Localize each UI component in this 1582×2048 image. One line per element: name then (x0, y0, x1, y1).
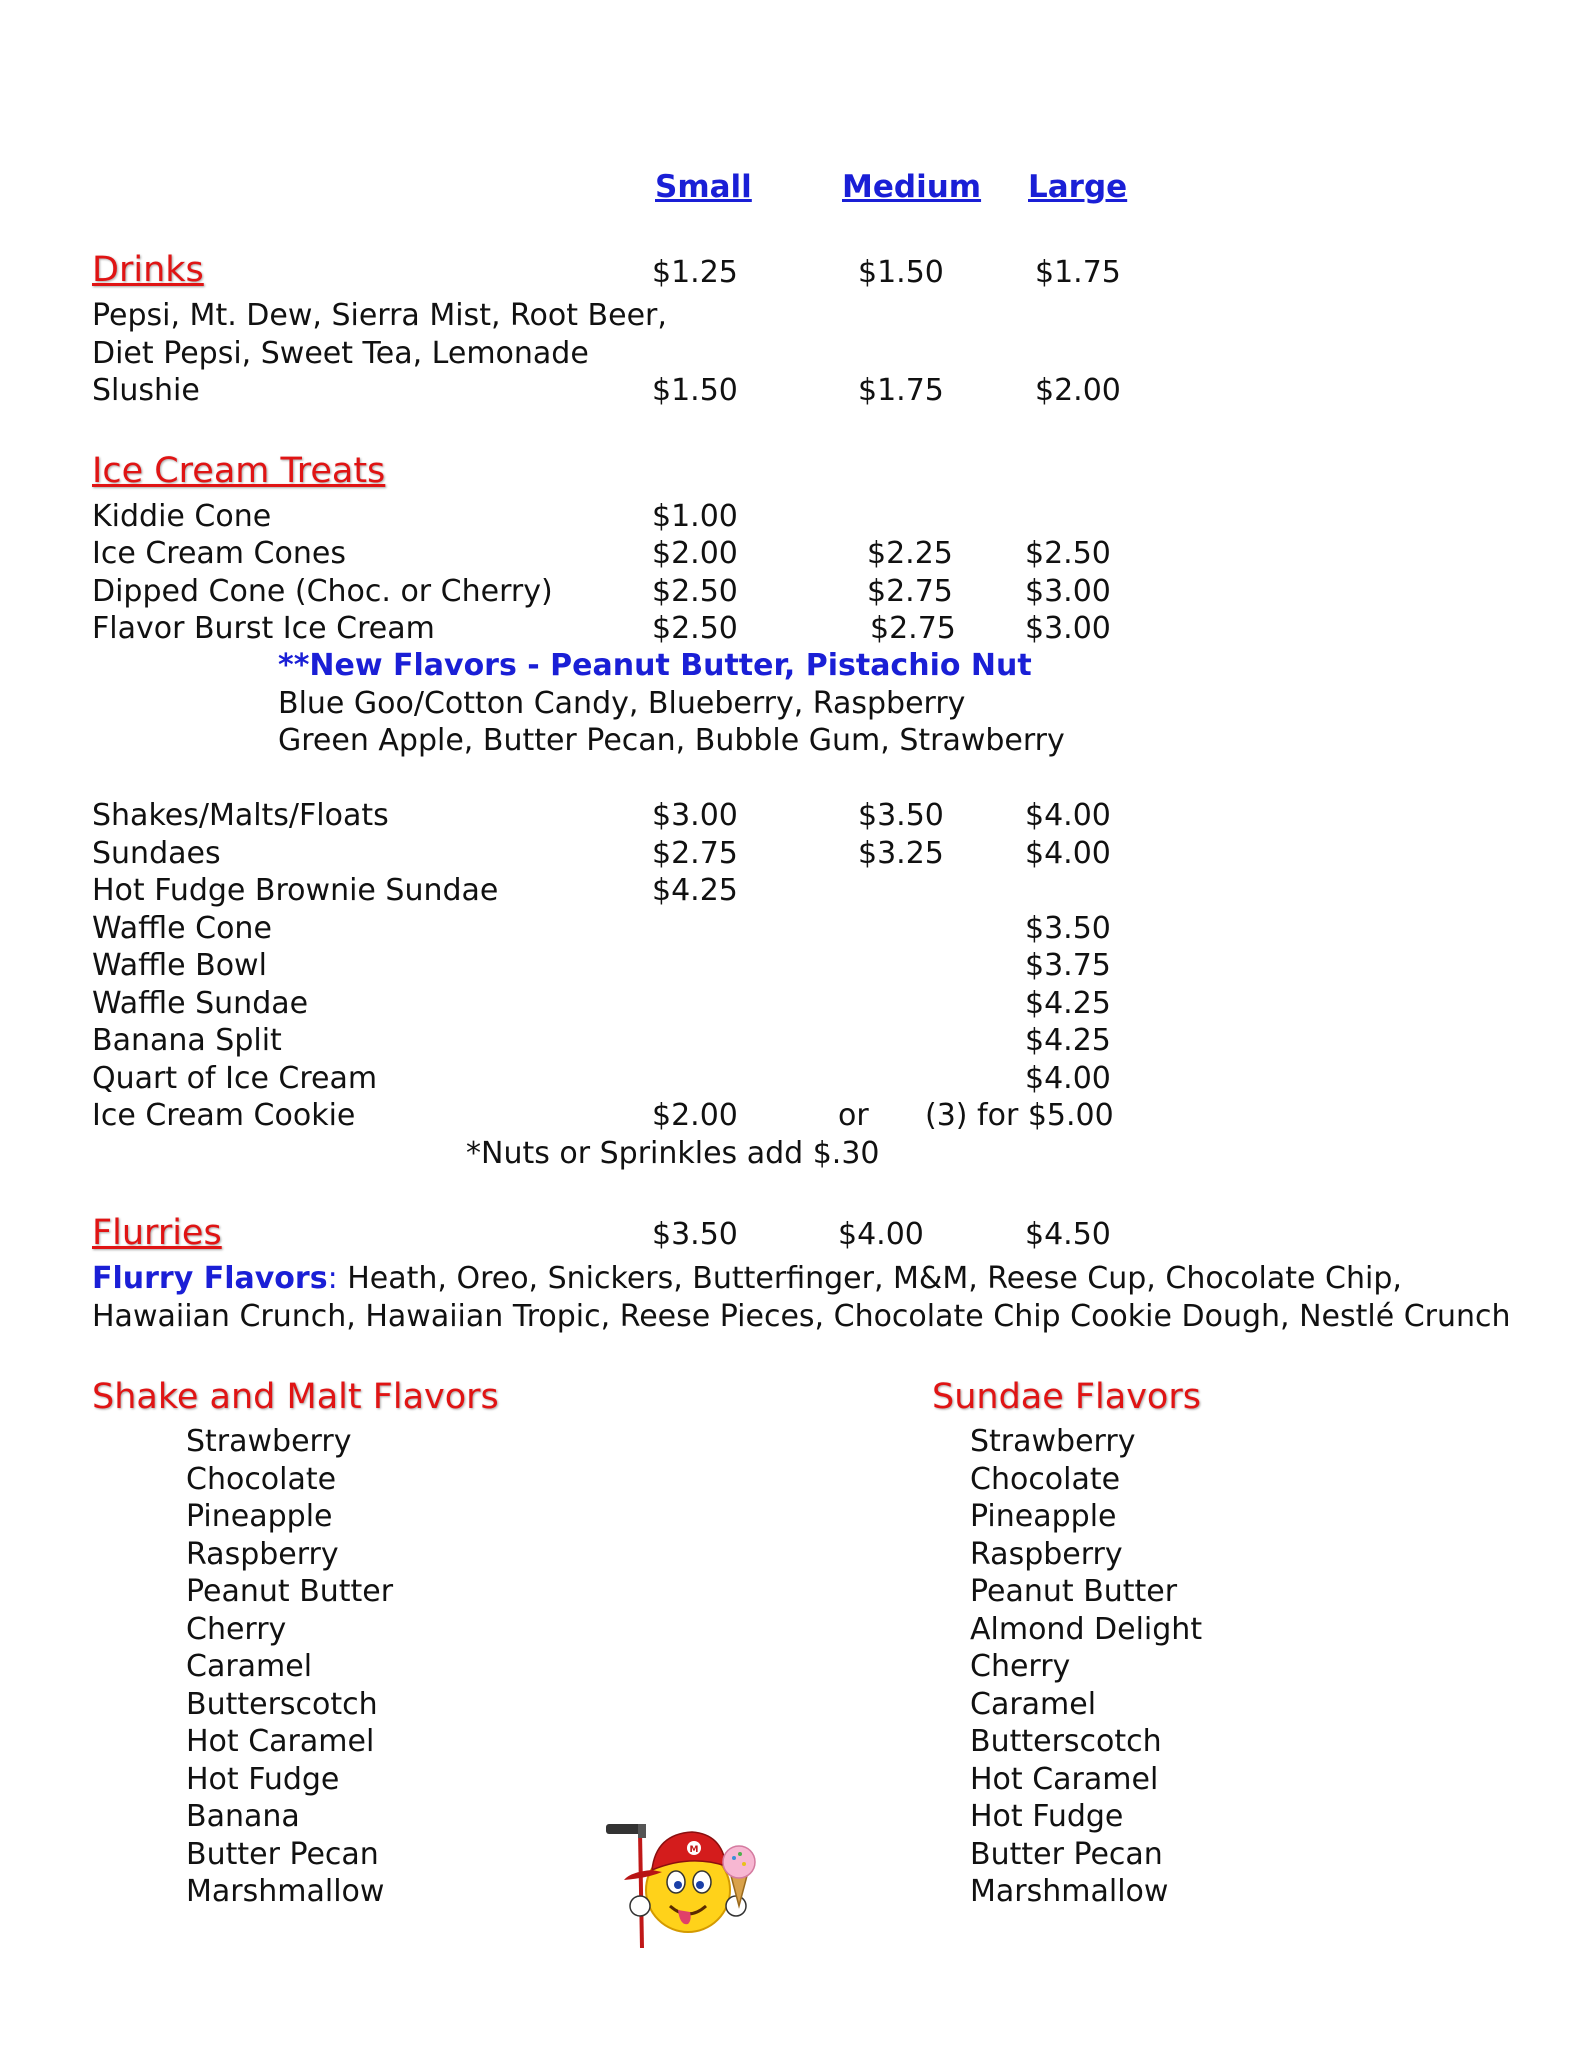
list-item: Strawberry (970, 1424, 1136, 1459)
list-item: Pineapple (970, 1499, 1117, 1534)
treat-price-medium: $2.75 (870, 611, 956, 646)
treat-name: Ice Cream Cones (92, 536, 346, 571)
sundae-flavors-title: Sundae Flavors (932, 1377, 1201, 1417)
item-price-small: $2.75 (652, 836, 738, 871)
treat-price-small: $2.00 (652, 536, 738, 571)
treat-price-medium: $2.25 (867, 536, 953, 571)
treat-price-large: $2.50 (1025, 536, 1111, 571)
flurry-flavors-line1 (92, 1261, 1402, 1296)
item-price-small: $4.25 (652, 873, 738, 908)
flavor-burst-line3: Green Apple, Butter Pecan, Bubble Gum, Strawberry (278, 723, 1065, 758)
list-item: Butter Pecan (970, 1836, 1163, 1872)
item-name: Waffle Bowl (92, 948, 267, 983)
flurry-flavors-list1: Heath, Oreo, Snickers, Butterfinger, M&M, Reese Cup, Chocolate Chip, (337, 1261, 1402, 1296)
item-name: Quart of Ice Cream (92, 1061, 378, 1096)
item-name: Waffle Cone (92, 911, 272, 946)
ice-cream-treats-title: Ice Cream Treats (92, 451, 386, 491)
list-item: Raspberry (970, 1536, 1123, 1572)
treat-name: Kiddie Cone (92, 499, 272, 534)
list-item: Caramel (186, 1649, 313, 1684)
list-item: Peanut Butter (186, 1574, 394, 1609)
list-item: Strawberry (186, 1424, 352, 1459)
item-name: Banana Split (92, 1023, 282, 1058)
list-item: Hot Caramel (186, 1724, 375, 1759)
list-item: Cherry (186, 1611, 287, 1647)
header-small: Small (655, 169, 752, 205)
golfer-smiley-ice-cream-icon (600, 1810, 775, 1952)
item-name: Sundaes (92, 836, 221, 871)
cookie-or: or (838, 1098, 869, 1133)
item-price-small: $3.00 (652, 798, 738, 833)
cookie-name: Ice Cream Cookie (92, 1098, 356, 1133)
list-item: Hot Fudge (970, 1799, 1124, 1834)
cap-logo: M (689, 1845, 699, 1855)
flavor-burst-line2: Blue Goo/Cotton Candy, Blueberry, Raspberry (278, 686, 966, 721)
list-item: Chocolate (186, 1461, 337, 1497)
item-name: Shakes/Malts/Floats (92, 798, 389, 833)
shake-flavors-title: Shake and Malt Flavors (92, 1377, 499, 1417)
list-item: Marshmallow (970, 1874, 1169, 1909)
treat-price-small: $2.50 (652, 611, 738, 646)
treat-price-large: $3.00 (1025, 611, 1111, 646)
list-item: Peanut Butter (970, 1574, 1178, 1609)
sundae-flavors-list (970, 1423, 1202, 1911)
list-item: Raspberry (186, 1536, 339, 1572)
treat-price-large: $3.00 (1025, 574, 1111, 609)
item-name: Hot Fudge Brownie Sundae (92, 873, 499, 908)
flurries-price-large: $4.50 (1025, 1217, 1111, 1252)
new-flavors-line: **New Flavors - Peanut Butter, Pistachio Nut (278, 648, 1032, 683)
flurry-flavors-colon: : (327, 1261, 338, 1296)
shake-flavors-list (186, 1423, 393, 1911)
item-name: Waffle Sundae (92, 986, 309, 1021)
item-price-large: $4.00 (1025, 836, 1111, 871)
treat-name: Dipped Cone (Choc. or Cherry) (92, 574, 553, 609)
header-medium: Medium (842, 169, 982, 205)
list-item: Butterscotch (186, 1686, 378, 1722)
list-item: Hot Caramel (970, 1761, 1159, 1797)
drinks-price-large: $1.75 (1035, 255, 1121, 290)
item-price-large: $3.50 (1025, 911, 1111, 946)
list-item: Banana (186, 1799, 300, 1834)
nuts-sprinkles-note: *Nuts or Sprinkles add $.30 (466, 1136, 880, 1171)
item-price-large: $4.00 (1025, 1061, 1111, 1096)
slushie-name: Slushie (92, 373, 200, 408)
item-price-large: $3.75 (1025, 948, 1111, 983)
list-item: Pineapple (186, 1499, 333, 1534)
flurry-flavors-line2: Hawaiian Crunch, Hawaiian Tropic, Reese Pieces, Chocolate Chip Cookie Dough, Nestlé Crunch (92, 1299, 1511, 1334)
list-item: Butter Pecan (186, 1836, 379, 1872)
flurries-price-medium: $4.00 (838, 1217, 924, 1252)
flurries-title: Flurries (92, 1213, 222, 1253)
slushie-price-small: $1.50 (652, 373, 738, 408)
treat-name: Flavor Burst Ice Cream (92, 611, 435, 646)
list-item: Caramel (970, 1686, 1097, 1722)
list-item: Almond Delight (970, 1611, 1203, 1647)
drinks-price-small: $1.25 (652, 255, 738, 290)
item-price-large: $4.25 (1025, 986, 1111, 1021)
list-item: Butterscotch (970, 1724, 1162, 1759)
list-item: Hot Fudge (186, 1761, 340, 1797)
drinks-list-line2: Diet Pepsi, Sweet Tea, Lemonade (92, 336, 589, 371)
header-large: Large (1028, 169, 1128, 205)
item-price-medium: $3.25 (858, 836, 944, 871)
slushie-price-large: $2.00 (1035, 373, 1121, 408)
treat-price-medium: $2.75 (867, 574, 953, 609)
item-price-medium: $3.50 (858, 798, 944, 833)
flurry-flavors-label: Flurry Flavors (92, 1261, 328, 1296)
cookie-deal: (3) for $5.00 (925, 1098, 1114, 1133)
list-item: Chocolate (970, 1461, 1121, 1497)
list-item: Marshmallow (186, 1874, 385, 1909)
item-price-large: $4.25 (1025, 1023, 1111, 1058)
drinks-list-line1: Pepsi, Mt. Dew, Sierra Mist, Root Beer, (92, 298, 667, 333)
item-price-large: $4.00 (1025, 798, 1111, 833)
treat-price-small: $1.00 (652, 499, 738, 534)
list-item: Cherry (970, 1649, 1071, 1684)
slushie-price-medium: $1.75 (858, 373, 944, 408)
cookie-price: $2.00 (652, 1098, 738, 1133)
treat-price-small: $2.50 (652, 574, 738, 609)
drinks-price-medium: $1.50 (858, 255, 944, 290)
flurries-price-small: $3.50 (652, 1217, 738, 1252)
drinks-title: Drinks (92, 250, 204, 290)
